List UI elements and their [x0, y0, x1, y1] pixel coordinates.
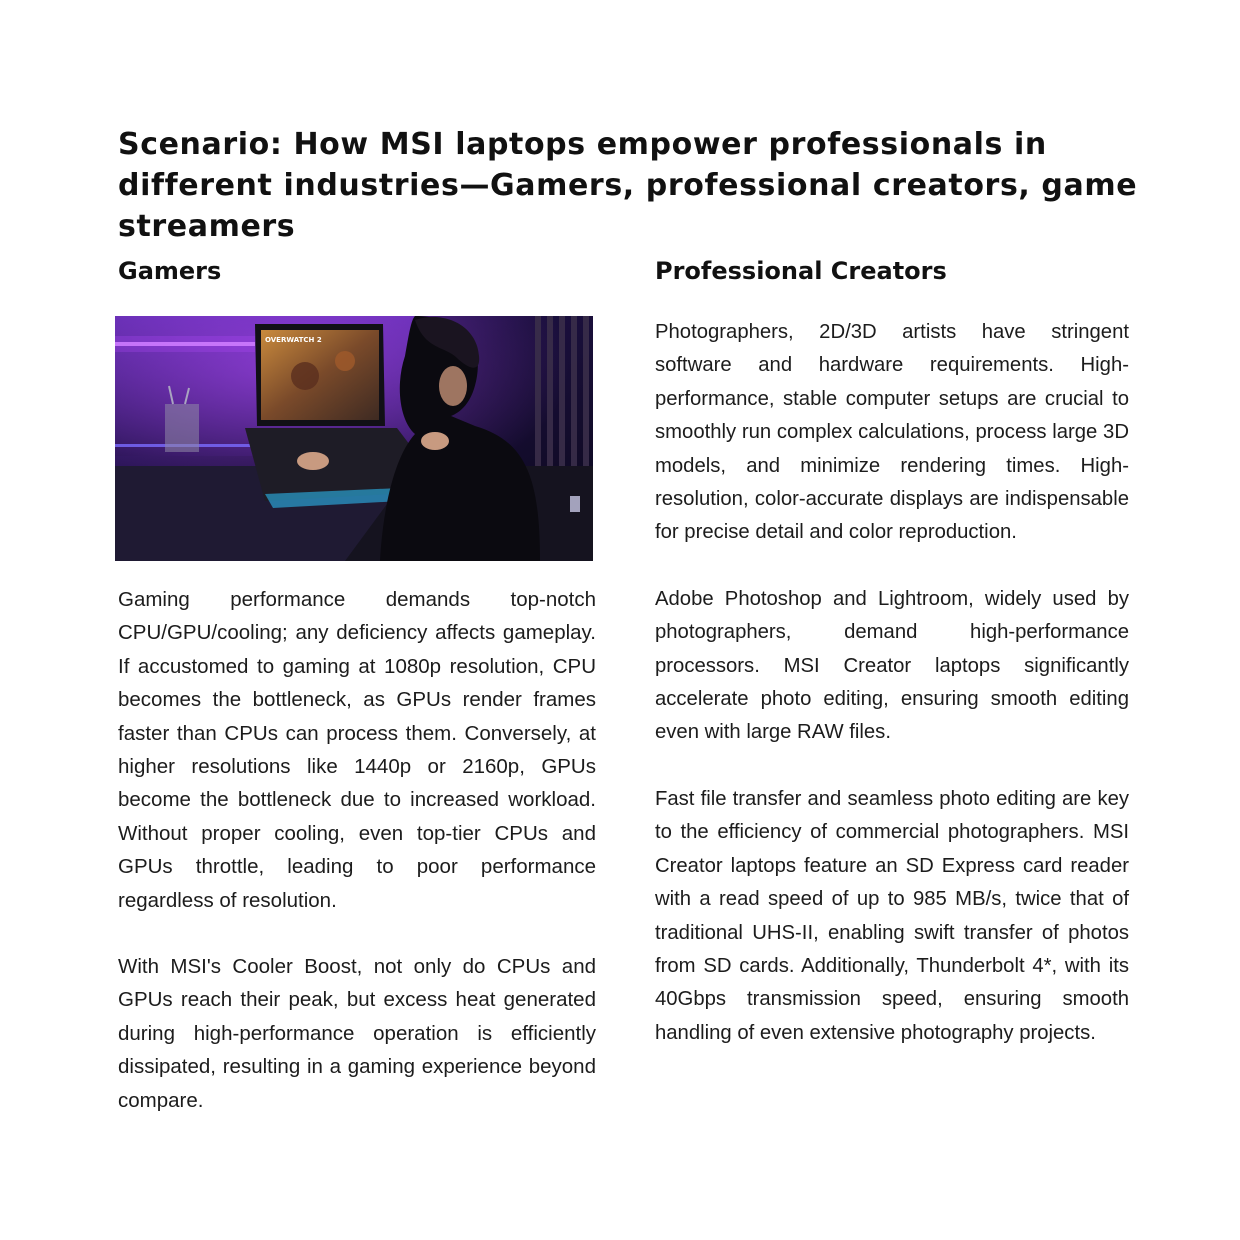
- gamers-section: [118, 250, 596, 1150]
- gamer-photo-illustration: [115, 316, 593, 561]
- gamers-heading: Gamers: [118, 257, 222, 285]
- page-title: Scenario: How MSI laptops empower professionals in different industries—Gamers, professional creators, game streamers: [118, 127, 1138, 244]
- gamers-body: [118, 583, 596, 1117]
- creators-paragraph: Adobe Photoshop and Lightroom, widely used by photographers, demand high-performance processors. MSI Creator laptops significantly accelerate photo editing, ensuring smooth editing even with large RAW files.: [655, 587, 1129, 744]
- gamers-paragraph: With MSI's Cooler Boost, not only do CPUs and GPUs reach their peak, but excess heat generated during high-performance operation is efficiently dissipated, resulting in a gaming experience beyond compare.: [118, 955, 596, 1112]
- creators-paragraph: Fast file transfer and seamless photo editing are key to the efficiency of commercial photographers. MSI Creator laptops feature an SD Express card reader with a read speed of up to 985 MB/s, twice that of traditional UHS-II, enabling swift transfer of photos from SD cards. Additionally, Thunderbolt 4*, with its 40Gbps transmission speed, ensuring smooth handling of even extensive photography projects.: [655, 787, 1129, 1044]
- game-logo-text: OVERWATCH 2: [265, 336, 322, 344]
- creators-heading: Professional Creators: [655, 257, 947, 285]
- creators-paragraph: Photographers, 2D/3D artists have stringent software and hardware requirements. High-performance, stable computer setups are crucial to smoothly run complex calculations, process large 3D models, and minimize rendering times. High-resolution, color-accurate displays are indispensable for precise detail and color reproduction.: [655, 321, 1129, 544]
- gamer-photo: [115, 316, 593, 561]
- gamers-paragraph: Gaming performance demands top-notch CPU/GPU/cooling; any deficiency affects gameplay. If accustomed to gaming at 1080p resolution, CPU becomes the bottleneck, as GPUs render frames faster than CPUs can process them. Conversely, at higher resolutions like 1440p or 2160p, GPUs become the bottleneck due to increased workload. Without proper cooling, even top-tier CPUs and GPUs throttle, leading to poor performance regardless of resolution.: [118, 588, 596, 912]
- creators-section: [655, 250, 1129, 1083]
- creators-body: [655, 316, 1129, 1050]
